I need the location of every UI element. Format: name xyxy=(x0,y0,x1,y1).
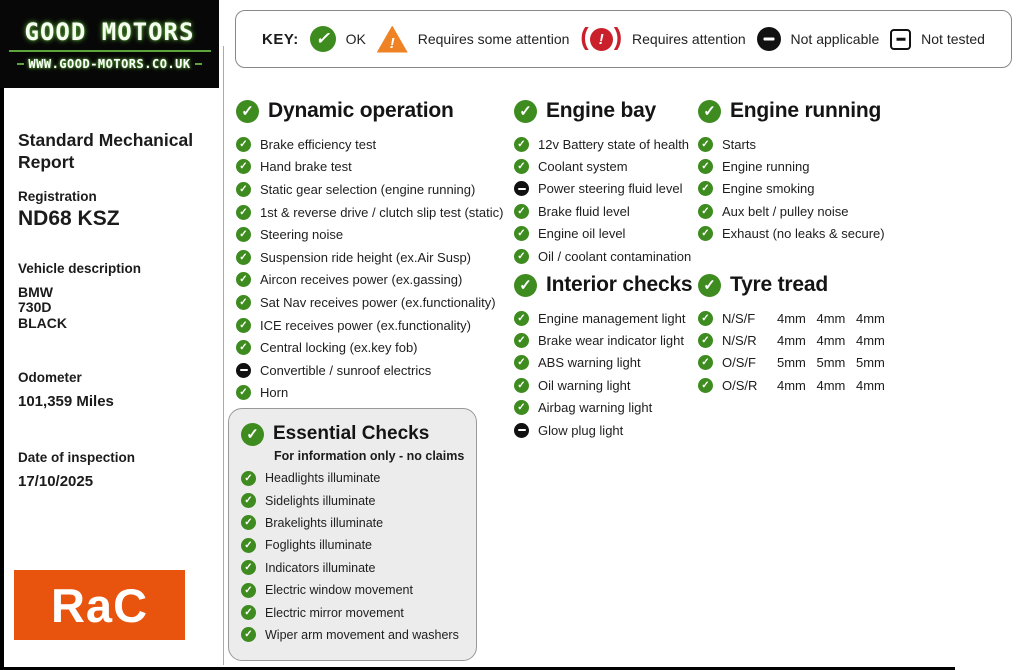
page-edge-left xyxy=(0,0,4,670)
check-item xyxy=(698,223,885,245)
essential-checks-subtitle: For information only - no claims xyxy=(274,449,465,463)
check-circle-icon xyxy=(236,100,259,123)
tyre-depth-values: 4mm 4mm 4mm xyxy=(777,377,885,393)
check-item-label: Brakelights illuminate xyxy=(265,515,384,530)
not-applicable-icon xyxy=(757,27,781,51)
tyre-position-label: N/S/F xyxy=(722,310,756,326)
tyre-tread-row xyxy=(698,329,885,351)
check-item xyxy=(236,133,503,156)
check-item xyxy=(236,314,503,337)
key-legend-item xyxy=(377,26,570,53)
check-item xyxy=(514,307,692,329)
check-item-label: ICE receives power (ex.functionality) xyxy=(260,317,471,333)
key-label: KEY: xyxy=(262,30,299,48)
key-legend xyxy=(235,10,1012,68)
status-icon xyxy=(514,226,529,241)
section-header xyxy=(698,270,885,300)
logo-url: WWW.GOOD-MOTORS.CO.UK xyxy=(17,57,201,71)
key-item-label: Not tested xyxy=(921,31,985,47)
section-header xyxy=(514,270,692,300)
check-item xyxy=(514,419,692,441)
status-icon xyxy=(236,272,251,287)
tyre-tread-row xyxy=(698,307,885,329)
check-item xyxy=(236,201,503,224)
status-icon xyxy=(514,249,529,264)
section-header xyxy=(698,96,885,126)
ok-check-circle-icon xyxy=(310,26,336,52)
check-circle-icon xyxy=(698,100,721,123)
check-item-label: Aircon receives power (ex.gassing) xyxy=(260,272,463,288)
key-item-label: Requires attention xyxy=(632,31,746,47)
odometer-label: Odometer xyxy=(18,369,82,385)
check-item-label: Steering noise xyxy=(260,227,344,243)
vehicle-line: 730D xyxy=(18,299,52,316)
odometer-value: 101,359 Miles xyxy=(18,392,114,410)
key-item-label: OK xyxy=(345,31,366,47)
status-icon xyxy=(514,355,529,370)
status-icon xyxy=(698,311,713,326)
status-icon xyxy=(241,515,256,530)
status-icon xyxy=(236,182,251,197)
check-item-label: Oil warning light xyxy=(538,377,631,393)
section-title: Engine running xyxy=(730,99,882,122)
check-item-label: 12v Battery state of health xyxy=(538,136,690,152)
check-item xyxy=(698,200,885,222)
good-motors-logo xyxy=(0,0,219,88)
check-item-label: Power steering fluid level xyxy=(538,181,683,197)
check-item xyxy=(241,467,464,489)
status-icon xyxy=(236,340,251,355)
check-item-label: Central locking (ex.key fob) xyxy=(260,340,418,356)
check-item-label: Headlights illuminate xyxy=(265,471,381,486)
check-item xyxy=(241,579,464,601)
check-item-label: Static gear selection (engine running) xyxy=(260,181,476,197)
status-icon xyxy=(698,355,713,370)
section-engine-running xyxy=(698,96,885,245)
status-icon xyxy=(514,204,529,219)
status-icon xyxy=(514,311,529,326)
check-item-label: Glow plug light xyxy=(538,422,624,438)
section-header xyxy=(236,96,503,126)
check-item xyxy=(514,245,691,267)
status-icon xyxy=(698,378,713,393)
check-item xyxy=(514,397,692,419)
check-item-label: Engine management light xyxy=(538,310,686,326)
vehicle-line: BLACK xyxy=(18,314,67,331)
tyre-position-label: N/S/R xyxy=(722,333,757,349)
inspection-date-value: 17/10/2025 xyxy=(18,472,94,490)
tyre-depth-values: 5mm 5mm 5mm xyxy=(777,355,885,371)
tyre-depth-values: 4mm 4mm 4mm xyxy=(777,333,885,349)
section-title: Engine bay xyxy=(546,99,657,122)
status-icon xyxy=(698,137,713,152)
not-tested-icon xyxy=(890,29,911,50)
check-item-label: Horn xyxy=(260,385,289,401)
key-legend-item xyxy=(890,29,985,50)
check-circle-icon xyxy=(514,274,537,297)
status-icon xyxy=(236,250,251,265)
section-interior-checks xyxy=(514,270,692,441)
status-icon xyxy=(698,159,713,174)
check-item xyxy=(236,336,503,359)
essential-checks-box xyxy=(228,408,477,661)
check-item xyxy=(698,155,885,177)
check-item-label: Coolant system xyxy=(538,159,628,175)
key-legend-item xyxy=(310,26,366,52)
check-item-label: Foglights illuminate xyxy=(265,538,372,553)
status-icon xyxy=(236,385,251,400)
status-icon xyxy=(241,583,256,598)
check-item xyxy=(698,178,885,200)
check-item-label: Indicators illuminate xyxy=(265,560,376,575)
check-item xyxy=(514,352,692,374)
check-item-label: Sidelights illuminate xyxy=(265,493,376,508)
status-icon xyxy=(514,181,529,196)
status-icon xyxy=(514,333,529,348)
check-item-label: Hand brake test xyxy=(260,159,352,175)
check-item xyxy=(514,200,691,222)
check-item-label: Electric window movement xyxy=(265,583,413,598)
check-item-label: Sat Nav receives power (ex.functionality) xyxy=(260,294,496,310)
status-icon xyxy=(514,159,529,174)
vehicle-description-label: Vehicle description xyxy=(18,260,142,276)
tyre-depth-values: 4mm 4mm 4mm xyxy=(777,310,885,326)
rac-logo: RaC xyxy=(14,570,185,640)
check-item-label: Convertible / sunroof electrics xyxy=(260,362,432,378)
status-icon xyxy=(236,227,251,242)
warning-triangle-icon xyxy=(377,26,408,53)
status-icon xyxy=(514,378,529,393)
status-icon xyxy=(236,318,251,333)
status-icon xyxy=(236,159,251,174)
check-item xyxy=(241,601,464,623)
status-icon xyxy=(698,226,713,241)
status-icon xyxy=(241,605,256,620)
check-circle-icon xyxy=(514,100,537,123)
check-item-label: Engine oil level xyxy=(538,226,626,242)
check-item-label: Electric mirror movement xyxy=(265,605,404,620)
status-icon xyxy=(236,295,251,310)
check-item xyxy=(241,489,464,511)
check-item xyxy=(514,374,692,396)
check-item xyxy=(236,291,503,314)
check-item-label: Exhaust (no leaks & secure) xyxy=(722,226,885,242)
check-item xyxy=(236,178,503,201)
sidebar-divider xyxy=(223,46,224,665)
check-item xyxy=(514,178,691,200)
status-icon xyxy=(698,181,713,196)
check-item-label: Aux belt / pulley noise xyxy=(722,203,849,219)
status-icon xyxy=(241,627,256,642)
logo-rule xyxy=(9,50,211,52)
registration-value: ND68 KSZ xyxy=(18,206,120,230)
check-item xyxy=(236,382,503,405)
section-engine-bay xyxy=(514,96,691,267)
section-header xyxy=(514,96,691,126)
check-circle-icon xyxy=(698,274,721,297)
check-item xyxy=(698,133,885,155)
status-icon xyxy=(236,363,251,378)
section-dynamic-operation xyxy=(236,96,503,404)
status-icon xyxy=(241,538,256,553)
check-item xyxy=(241,534,464,556)
section-header xyxy=(241,420,464,448)
key-item-label: Requires some attention xyxy=(417,31,570,47)
check-item-label: Brake wear indicator light xyxy=(538,333,684,349)
tyre-tread-row xyxy=(698,352,885,374)
section-title: Interior checks xyxy=(546,273,693,296)
check-item-label: Starts xyxy=(722,136,756,152)
check-item xyxy=(236,156,503,179)
check-item xyxy=(236,246,503,269)
check-circle-icon xyxy=(241,423,264,446)
check-item-label: Airbag warning light xyxy=(538,400,653,416)
vehicle-description-value xyxy=(18,285,218,331)
tyre-position-label: O/S/F xyxy=(722,355,756,371)
check-item xyxy=(241,557,464,579)
check-item xyxy=(514,155,691,177)
check-item-label: Engine running xyxy=(722,159,810,175)
status-icon xyxy=(514,400,529,415)
report-title: Standard Mechanical Report xyxy=(18,130,194,172)
check-item xyxy=(236,359,503,382)
key-item-label: Not applicable xyxy=(790,31,880,47)
status-icon xyxy=(698,204,713,219)
section-tyre-tread xyxy=(698,270,885,397)
key-legend-item xyxy=(580,25,745,54)
check-item-label: ABS warning light xyxy=(538,355,641,371)
status-icon xyxy=(241,560,256,575)
tyre-position-label: O/S/R xyxy=(722,377,758,393)
check-item-label: Engine smoking xyxy=(722,181,815,197)
section-title: Tyre tread xyxy=(730,273,828,296)
check-item xyxy=(236,223,503,246)
inspection-date-label: Date of inspection xyxy=(18,449,136,465)
check-item xyxy=(514,133,691,155)
tyre-tread-row xyxy=(698,374,885,396)
section-title: Essential Checks xyxy=(273,423,430,444)
status-icon xyxy=(514,423,529,438)
check-item xyxy=(514,223,691,245)
vehicle-line: BMW xyxy=(18,283,53,300)
requires-attention-icon xyxy=(580,25,622,54)
check-item-label: Brake efficiency test xyxy=(260,136,377,152)
status-icon xyxy=(241,493,256,508)
section-title: Dynamic operation xyxy=(268,99,454,122)
check-item xyxy=(236,269,503,292)
check-item-label: Oil / coolant contamination xyxy=(538,248,692,264)
check-item-label: Suspension ride height (ex.Air Susp) xyxy=(260,249,472,265)
check-item-label: Wiper arm movement and washers xyxy=(265,627,459,642)
status-icon xyxy=(236,137,251,152)
status-icon xyxy=(236,205,251,220)
check-item xyxy=(514,329,692,351)
check-item xyxy=(241,624,464,646)
key-legend-item xyxy=(757,27,880,51)
check-item-label: Brake fluid level xyxy=(538,203,630,219)
check-item-label: 1st & reverse drive / clutch slip test (static) xyxy=(260,204,504,220)
status-icon xyxy=(698,333,713,348)
status-icon xyxy=(514,137,529,152)
registration-label: Registration xyxy=(18,188,97,204)
report-sidebar xyxy=(18,130,218,490)
logo-title: GOOD MOTORS xyxy=(24,17,195,46)
check-item xyxy=(241,512,464,534)
status-icon xyxy=(241,471,256,486)
